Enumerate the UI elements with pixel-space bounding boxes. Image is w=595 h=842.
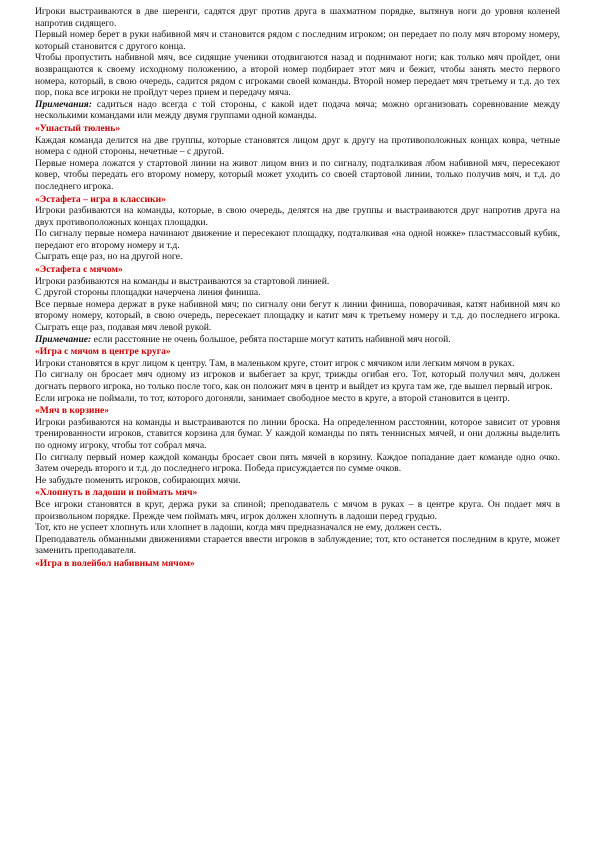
section-title-estafeta-s-myachom: «Эстафета с мячом» — [35, 264, 123, 276]
section-title-voleibol-nabivnym-myachom: «Игра в волейбол набивным мячом» — [35, 557, 195, 569]
s5-paragraph-2: По сигналу первый номер каждой команды бросает свои пять мячей в корзину. Каждое попадание дает команде одно очко. Затем очередь второго и т.д. до последнего игрока. Победа присуждается по сумме очков. — [35, 451, 560, 475]
s3-paragraph-2: С другой стороны площадки начерчена линия финиша. — [35, 287, 261, 299]
s6-paragraph-3: Преподаватель обманными движениями старается ввести игроков в заблуждение; тот, кто останется последним в круге, может заменить преподавателя. — [35, 533, 560, 557]
s3-paragraph-1: Игроки разбиваются на команды и выстраиваются за стартовой линией. — [35, 275, 330, 287]
intro-paragraph-2: Первый номер берет в руки набивной мяч и становится рядом с последним игроком; он передает по полу мяч второму номеру, который становится с другого конца. — [35, 29, 560, 52]
section-title-ushastyi-tyulen: «Ушастый тюлень» — [35, 122, 121, 134]
intro-paragraph-3: Чтобы пропустить набивной мяч, все сидящие ученики отодвигаются назад и поднимают ноги; как только мяч пройдет, они возвращаются к своему исходному положению, а второй номер подбирает этот мяч и бежит, чтобы занять место первого номера, который, в свою очередь, садится рядом с игроками своей команды. Второй номер передает мяч третьему и т.д. до тех пор, пока все игроки не пройдут через прием и передачу мяча. — [35, 52, 560, 99]
s3-paragraph-3: Все первые номера держат в руке набивной мяч; по сигналу они бегут к линии финиша, поворачивая, катят набивной мяч ко второму номеру, который, в свою очередь, пересекает площадку и катит мяч к третьему номеру и т.д. до последнего игрока. Сыграть еще раз, подавая мяч левой рукой. — [35, 298, 560, 334]
s6-paragraph-1: Все игроки становятся в круг, держа руки за спиной; преподаватель с мячом в руках – в центре круга. Он подает мяч в произвольном порядке. Прежде чем поймать мяч, игрок должен хлопнуть в ладоши перед грудью. — [35, 498, 560, 522]
s1-paragraph-1: Каждая команда делится на две группы, которые становятся лицом друг к другу на противоположных концах ковра, четные номера с одной стороны, нечетные – с другой. — [35, 134, 560, 158]
s2-paragraph-3: Сыграть еще раз, но на другой ноге. — [35, 251, 183, 263]
s4-paragraph-3: Если игрока не поймали, то тот, которого догоняли, занимает свободное место в круге, а второй становится в центр. — [35, 392, 510, 404]
note-label: Примечания: — [35, 98, 92, 110]
s1-paragraph-2: Первые номера ложатся у стартовой линии на живот лицом вниз и по сигналу, подталкивая лбом набивной мяч, пересекают ковер, чтобы передать его второму номеру, который может уходить со своей стартовой линии, только получив мяч, и т.д. до последнего игрока. — [35, 157, 560, 192]
s2-paragraph-1: Игроки разбиваются на команды, которые, в свою очередь, делятся на две группы и выстраиваются друг напротив друга на двух противоположных концах площадки. — [35, 205, 560, 228]
s4-paragraph-1: Игроки становятся в круг лицом к центру. Там, в маленьком круге, стоит игрок с мячиком или легким мячом в руках. — [35, 357, 515, 369]
s5-paragraph-1: Игроки разбиваются на команды и выстраиваются по линии броска. На определенном расстоянии, которое зависит от уровня тренированности игроков, ставится корзина для бумаг. У каждой команды по пять теннисных мячей, и они должны выделить по одному игроку, чтобы тот собрал мяча. — [35, 416, 560, 451]
section-title-khlopnut-v-ladoshi: «Хлопнуть в ладоши и поймать мяч» — [35, 487, 198, 499]
s4-paragraph-2: По сигналу он бросает мяч одному из игроков и выбегает за круг, трижды огибая его. Тот, который получил мяч, должен догнать первого игрока, но только после того, как он положит мяч в центр и выйдет из круга там же, где вышел первый игрок. — [35, 369, 560, 392]
intro-paragraph-1: Игроки выстраиваются в две шеренги, садятся друг против друга в шахматном порядке, вытянув ноги до уровня коленей напротив сидящего. — [35, 6, 560, 29]
s6-paragraph-2: Тот, кто не успеет хлопнуть или хлопнет в ладоши, когда мяч предназначался не ему, должен сесть. — [35, 522, 442, 534]
s5-paragraph-3: Не забудьте поменять игроков, собирающих мячи. — [35, 474, 241, 486]
intro-note — [35, 99, 560, 122]
section-title-igra-v-tsentre-kruga: «Игра с мячом в центре круга» — [35, 346, 171, 358]
section-title-estafeta-klassiki: «Эстафета – игра в классики» — [35, 193, 166, 205]
s2-paragraph-2: По сигналу первые номера начинают движение и пересекают площадку, подталкивая «на одной ножке» пластмассовый кубик, передают его второму номеру и т.д. — [35, 228, 560, 251]
note-text: садиться надо всегда с той стороны, с какой идет подача мяча; можно организовать соревнование между несколькими командами или между двумя группами одной команды. — [35, 98, 560, 122]
s3-note — [35, 334, 560, 346]
section-title-myach-v-korzine: «Мяч в корзине» — [35, 405, 110, 417]
note-text: если расстояние не очень большое, ребята постарше могут катить набивной мяч ногой. — [91, 333, 451, 345]
note-label: Примечание: — [35, 333, 92, 345]
